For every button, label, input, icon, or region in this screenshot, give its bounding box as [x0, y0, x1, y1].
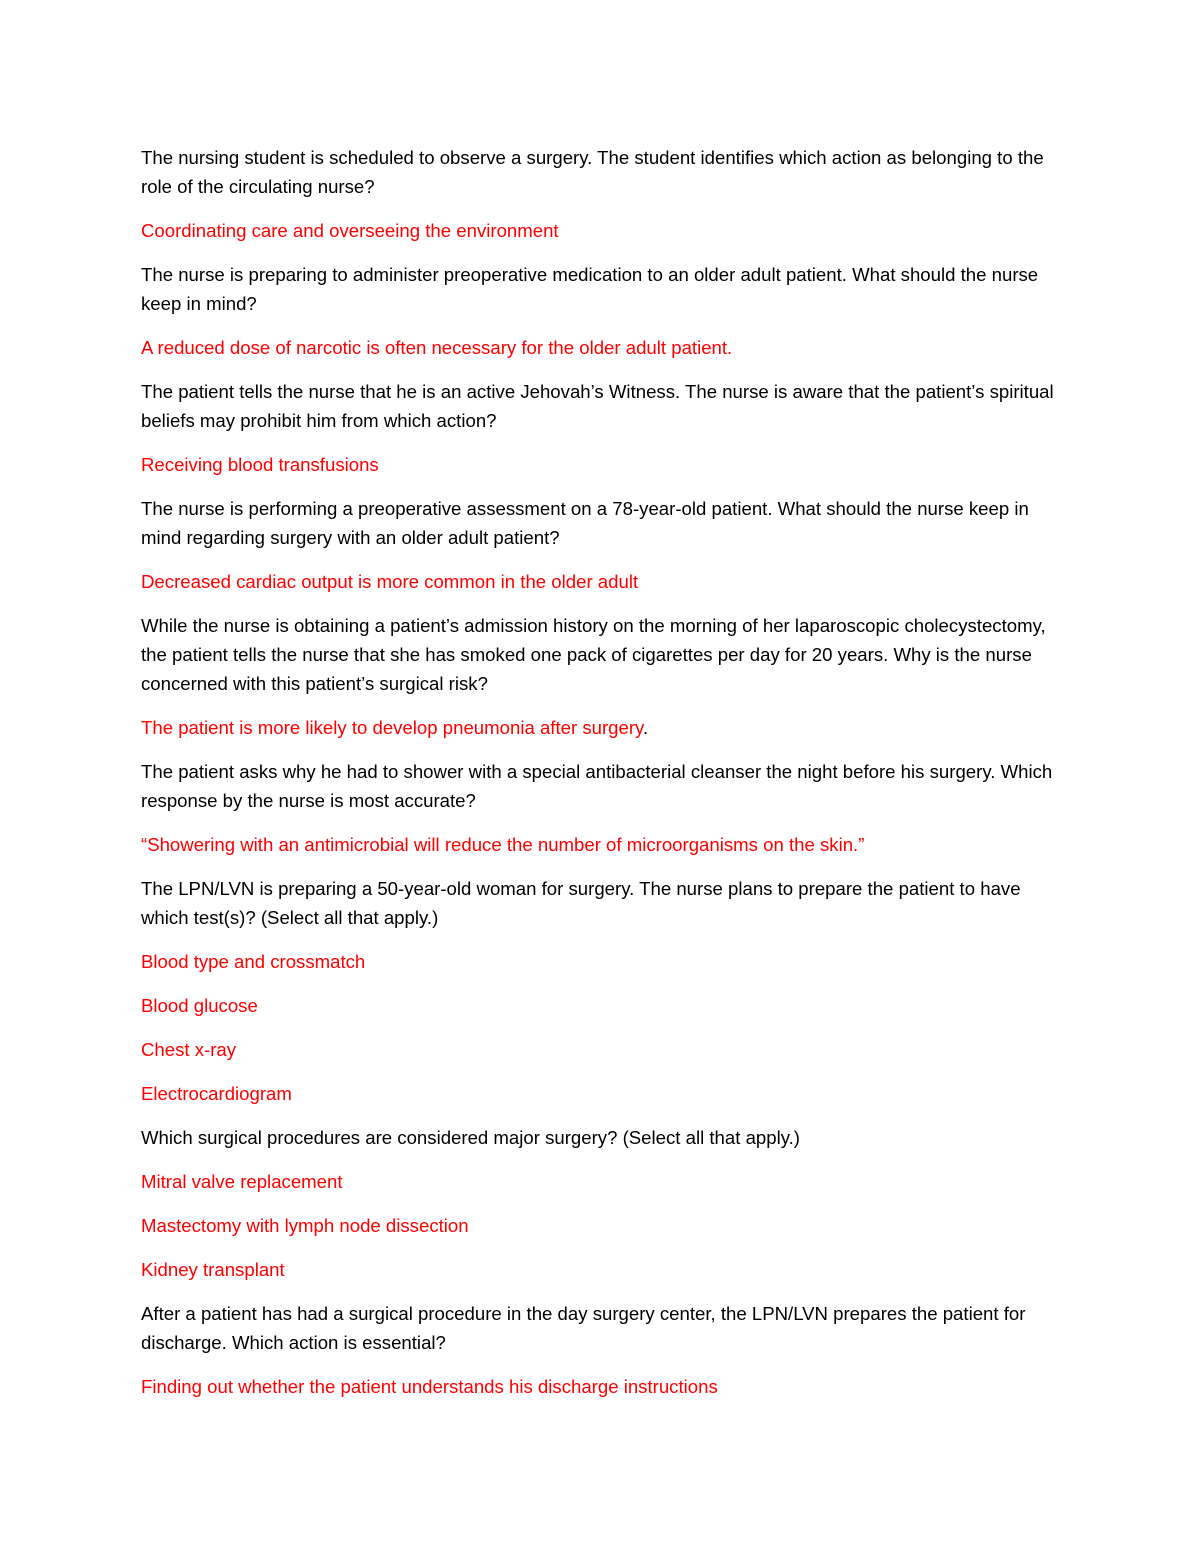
question-7: The LPN/LVN is preparing a 50-year-old woman for surgery. The nurse plans to prepare the patient to have which test(s)? (Select all that apply.) — [141, 878, 1021, 928]
answer-7d: Electrocardiogram — [141, 1083, 292, 1104]
answer-8a: Mitral valve replacement — [141, 1171, 343, 1192]
question-5: While the nurse is obtaining a patient’s admission history on the morning of her laparoscopic cholecystectomy, the patient tells the nurse that she has smoked one pack of cigarettes per day for 20 years. Why is the nurse concerned with this patient’s surgical risk? — [141, 615, 1046, 694]
question-3: The patient tells the nurse that he is an active Jehovah’s Witness. The nurse is aware that the patient’s spiritual beliefs may prohibit him from which action? — [141, 381, 1054, 431]
answer-3: Receiving blood transfusions — [141, 454, 379, 475]
question-8: Which surgical procedures are considered major surgery? (Select all that apply.) — [141, 1127, 800, 1148]
question-2: The nurse is preparing to administer preoperative medication to an older adult patient. What should the nurse keep in mind? — [141, 264, 1039, 314]
answer-8b: Mastectomy with lymph node dissection — [141, 1215, 469, 1236]
document-body — [141, 143, 1061, 1416]
answer-5-period: . — [642, 717, 649, 738]
question-6: The patient asks why he had to shower with a special antibacterial cleanser the night before his surgery. Which response by the nurse is most accurate? — [141, 761, 1053, 811]
question-4: The nurse is performing a preoperative assessment on a 78-year-old patient. What should the nurse keep in mind regarding surgery with an older adult patient? — [141, 498, 1029, 548]
answer-7c: Chest x-ray — [141, 1039, 237, 1060]
answer-2: A reduced dose of narcotic is often necessary for the older adult patient. — [141, 337, 733, 358]
answer-5-text: The patient is more likely to develop pneumonia after surgery — [141, 717, 643, 738]
question-9: After a patient has had a surgical procedure in the day surgery center, the LPN/LVN prepares the patient for discharge. Which action is essential? — [141, 1303, 1026, 1353]
answer-6: “Showering with an antimicrobial will reduce the number of microorganisms on the skin.” — [141, 834, 865, 855]
answer-7a: Blood type and crossmatch — [141, 951, 366, 972]
answer-4: Decreased cardiac output is more common in the older adult — [141, 571, 639, 592]
answer-7b: Blood glucose — [141, 995, 258, 1016]
question-1: The nursing student is scheduled to observe a surgery. The student identifies which action as belonging to the role of the circulating nurse? — [141, 147, 1044, 197]
answer-1: Coordinating care and overseeing the environment — [141, 220, 559, 241]
answer-8c: Kidney transplant — [141, 1259, 285, 1280]
answer-5 — [141, 713, 1061, 742]
answer-9: Finding out whether the patient understands his discharge instructions — [141, 1376, 718, 1397]
